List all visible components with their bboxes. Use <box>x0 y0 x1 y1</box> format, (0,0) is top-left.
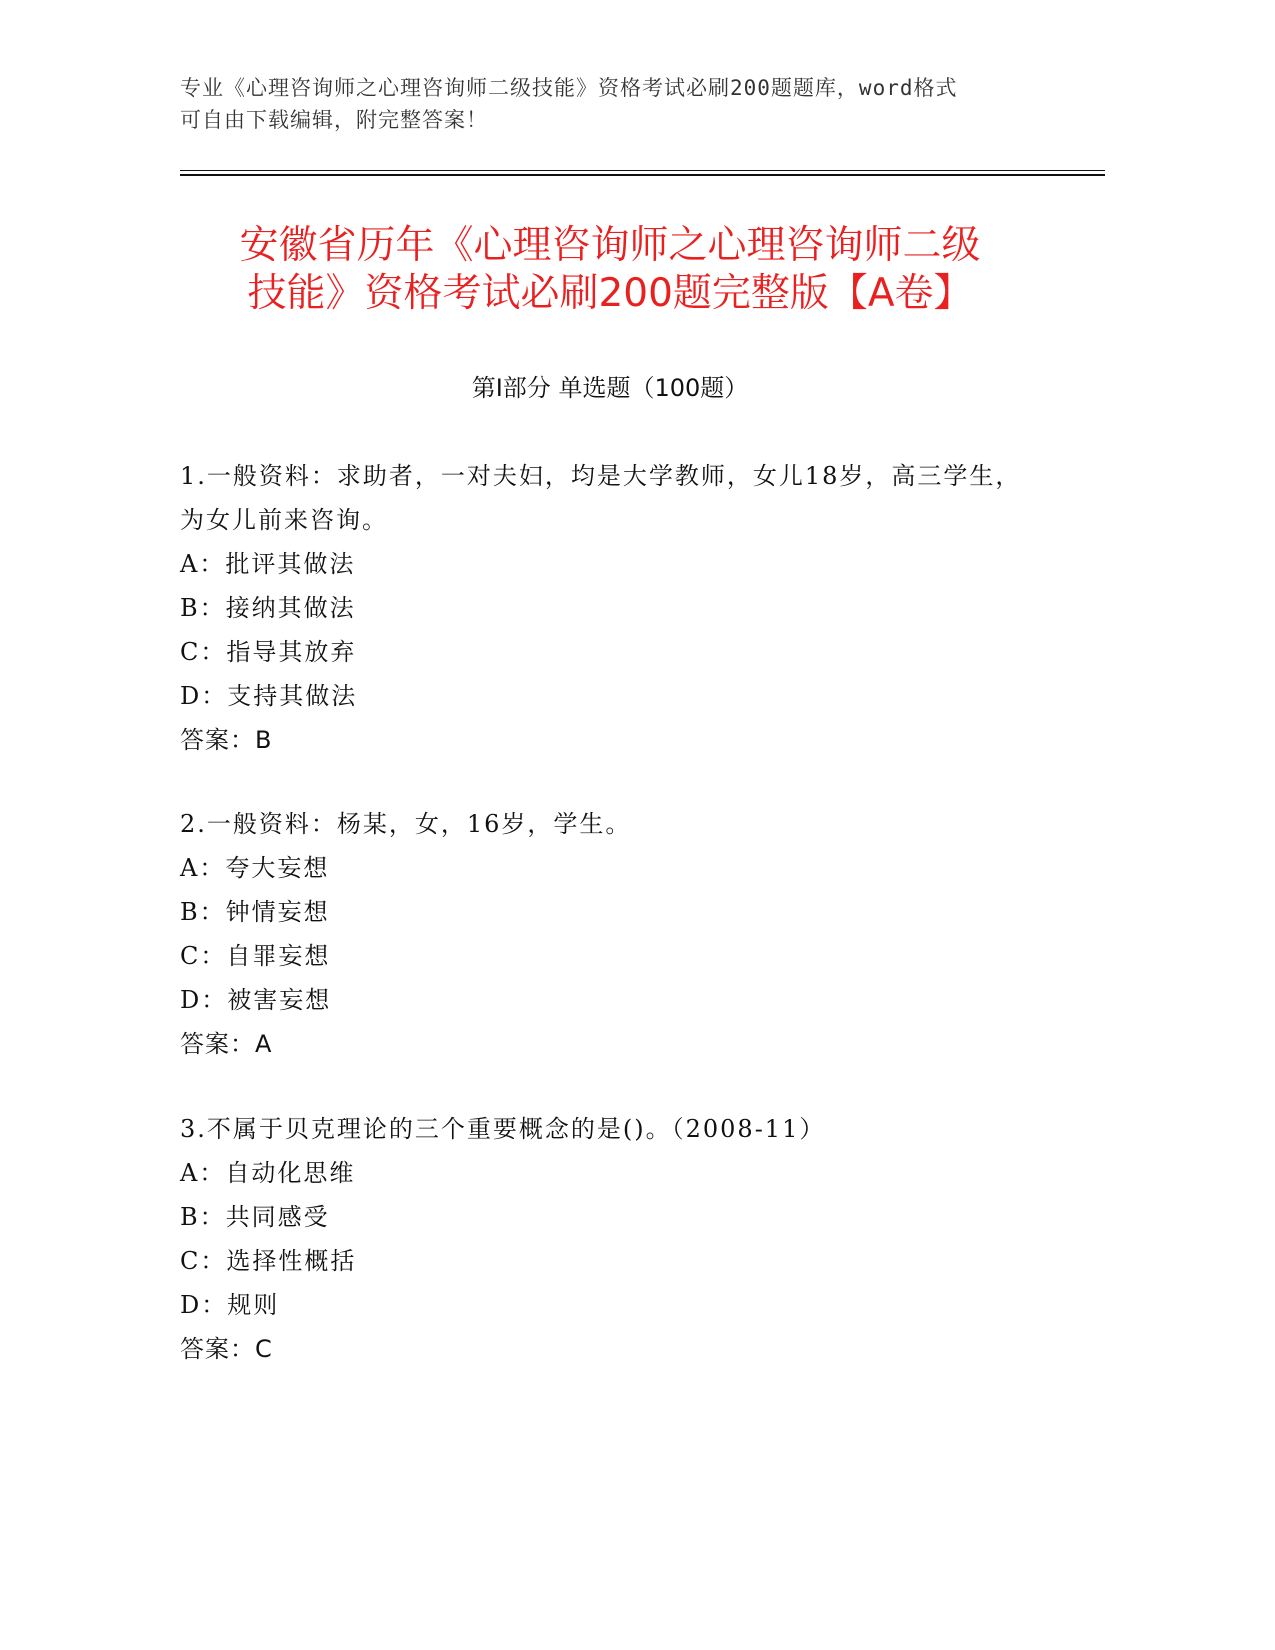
question-stem: 3.不属于贝克理论的三个重要概念的是()。（2008-11） <box>180 1115 826 1143</box>
option-a: A：自动化思维 <box>180 1159 356 1187</box>
question-block <box>180 802 1040 1066</box>
option-c: C：选择性概括 <box>180 1247 357 1275</box>
header-note-line-2: 可自由下载编辑，附完整答案！ <box>180 108 488 132</box>
option-b: B：接纳其做法 <box>180 594 356 622</box>
section-heading: 第Ⅰ部分 单选题（100题） <box>471 374 749 402</box>
header-divider-thick <box>180 174 1105 176</box>
header-note-line-1: 专业《心理咨询师之心理咨询师二级技能》资格考试必刷200题题库，word格式 <box>180 76 958 100</box>
option-c: C：指导其放弃 <box>180 638 357 666</box>
question-stem: 2.一般资料：杨某，女，16岁，学生。 <box>180 810 632 838</box>
option-b: B：共同感受 <box>180 1203 330 1231</box>
option-d: D：被害妄想 <box>180 986 332 1014</box>
answer-line: 答案：B <box>180 726 273 754</box>
option-a: A：夸大妄想 <box>180 854 330 882</box>
document-header-note <box>180 72 1040 136</box>
option-c: C：自罪妄想 <box>180 942 331 970</box>
document-title-line-1: 安徽省历年《心理咨询师之心理咨询师二级 <box>239 223 981 268</box>
header-divider-thin <box>180 170 1105 171</box>
option-b: B：钟情妄想 <box>180 898 330 926</box>
document-title-line-2: 技能》资格考试必刷200题完整版【A卷】 <box>247 271 973 316</box>
question-block <box>180 1107 1040 1371</box>
answer-line: 答案：C <box>180 1335 273 1363</box>
option-d: D：支持其做法 <box>180 682 358 710</box>
question-block <box>180 454 1040 762</box>
option-a: A：批评其做法 <box>180 550 356 578</box>
document-title <box>180 222 1040 318</box>
answer-line: 答案：A <box>180 1030 273 1058</box>
question-stem: 1.一般资料：求助者，一对夫妇，均是大学教师，女儿18岁，高三学生，为女儿前来咨询。 <box>180 462 1022 534</box>
option-d: D：规则 <box>180 1291 280 1319</box>
